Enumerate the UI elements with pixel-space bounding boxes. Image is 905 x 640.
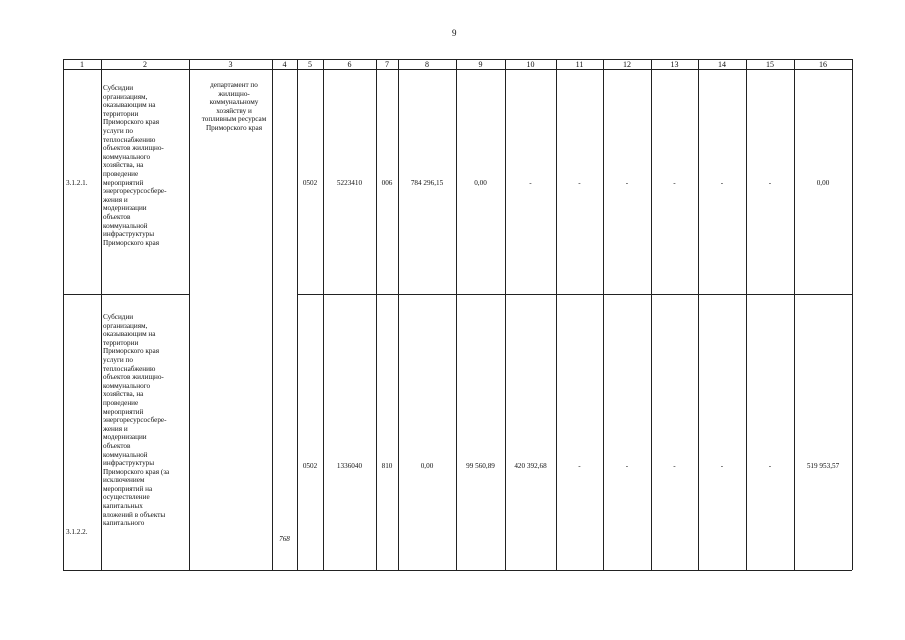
cell-total: 519 953,57 (806, 462, 840, 470)
cell-amount: - (768, 179, 772, 187)
cell-amount: 0,00 (420, 462, 434, 470)
cell-amount: - (673, 179, 676, 187)
col-line (556, 59, 557, 570)
header-col-6: 6 (347, 60, 352, 69)
cell-section: 0502 (302, 462, 318, 470)
col-line (505, 59, 506, 570)
cell-amount: - (625, 462, 629, 470)
cell-expense-type: 810 (381, 462, 393, 470)
col-line (376, 59, 377, 570)
row-description: Субсидии организациям, оказывающим на территории Приморского края услуги по теплоснабжению объектов жилищно- коммунального хозяйства, на проведение мероприятий энергоресурсосбере- жения и модернизации объектов коммунальной инфраструктуры Приморского края (103, 84, 167, 247)
row-description: Субсидии организациям, оказывающим на территории Приморского края услуги по теплоснабжению объектов жилищно- коммунального хозяйства, на проведение мероприятий энергоресурсосбере- жения и модернизации объектов коммунальной инфраструктуры Приморского края (за исключением мероприятий на осуществление капитальных вложений в объекты капитального (103, 313, 170, 528)
header-col-14: 14 (718, 60, 726, 69)
header-col-11: 11 (575, 60, 584, 69)
col-line (852, 59, 853, 570)
header-col-13: 13 (670, 60, 679, 69)
cell-total: 0,00 (816, 179, 830, 187)
cell-amount: - (578, 179, 581, 187)
cell-amount: - (720, 179, 724, 187)
row-department: департамент по жилищно- коммунальному хозяйству и топливным ресурсам Приморского края (201, 81, 267, 132)
col-line (651, 59, 652, 570)
cell-amount: - (720, 462, 724, 470)
col-line (272, 59, 273, 570)
col-line (63, 59, 64, 570)
cell-amount: - (673, 462, 676, 470)
cell-amount: 420 392,68 (514, 462, 547, 470)
col-line (323, 59, 324, 570)
col-line (297, 59, 298, 570)
cell-target-article: 5223410 (336, 179, 363, 187)
header-col-16: 16 (819, 60, 827, 69)
row-divider-left (63, 294, 189, 295)
header-col-7: 7 (385, 60, 389, 69)
col-line (189, 59, 190, 570)
header-col-2: 2 (143, 60, 147, 69)
header-col-9: 9 (478, 60, 483, 69)
row-divider-right (297, 294, 852, 295)
header-bottom-border (63, 69, 852, 70)
col-line (101, 59, 102, 570)
cell-amount: 784 296,15 (410, 179, 444, 187)
header-col-5: 5 (308, 60, 312, 69)
col-line (794, 59, 795, 570)
col-line (698, 59, 699, 570)
col-line (746, 59, 747, 570)
header-col-8: 8 (425, 60, 429, 69)
col-line (398, 59, 399, 570)
col-line (456, 59, 457, 570)
cell-amount: - (578, 462, 581, 470)
cell-amount: - (768, 462, 772, 470)
cell-amount: - (529, 179, 532, 187)
header-col-4: 4 (282, 60, 287, 69)
cell-expense-type: 006 (381, 179, 393, 187)
row-code: 3.1.2.1. (66, 179, 88, 187)
page-number: 9 (452, 28, 457, 38)
cell-target-article: 1336040 (336, 462, 363, 470)
cell-amount: 99 560,89 (466, 462, 495, 470)
header-col-10: 10 (526, 60, 535, 69)
header-col-15: 15 (766, 60, 774, 69)
cell-ministry-code: 768 (279, 535, 290, 543)
header-col-1: 1 (80, 60, 84, 69)
cell-section: 0502 (302, 179, 318, 187)
header-col-3: 3 (228, 60, 233, 69)
header-col-12: 12 (623, 60, 631, 69)
row-code: 3.1.2.2. (66, 528, 88, 536)
cell-amount: - (625, 179, 629, 187)
col-line (603, 59, 604, 570)
cell-amount: 0,00 (474, 179, 487, 187)
table-bottom-border (63, 570, 852, 571)
